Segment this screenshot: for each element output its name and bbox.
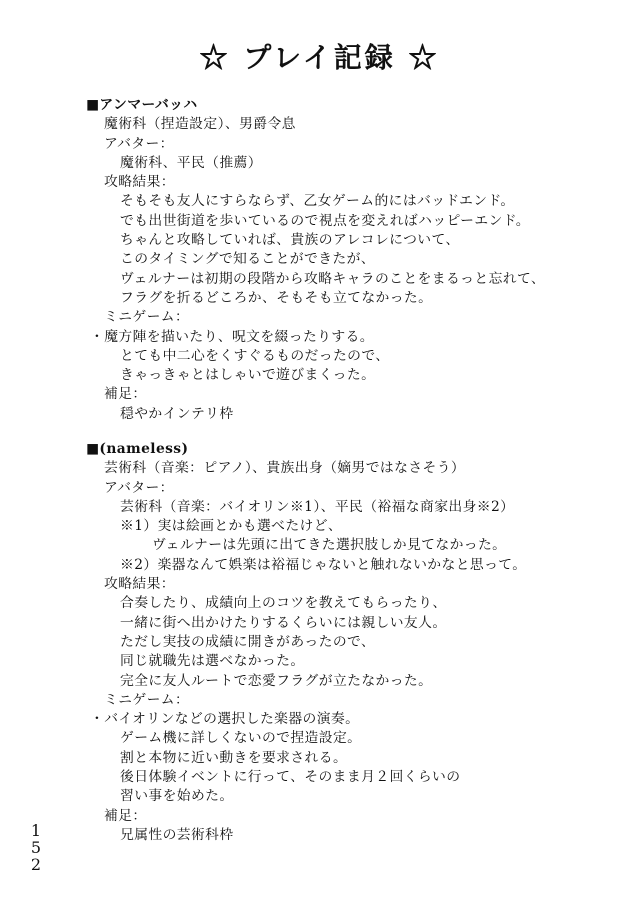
text-line: ただし実技の成績に開きがあったので、 <box>120 633 376 650</box>
text-line: でも出世街道を歩いているので視点を変えればハッピーエンド。 <box>120 212 530 229</box>
text-line: ゲーム機に詳しくないので捏造設定。 <box>120 730 362 747</box>
bullet-line: ・魔方陣を描いたり、呪文を綴ったりする。 <box>90 328 374 345</box>
text-line: ヴェルナーは初期の段階から攻略キャラのことをまるっと忘れて、 <box>120 270 546 287</box>
text-line: とても中二心をくすぐるものだったので、 <box>120 347 390 364</box>
section-anmerbach <box>86 96 616 424</box>
text-line: ちゃんと攻略していれば、貴族のアレコレについて、 <box>120 232 460 249</box>
text-line: 一緒に街へ出かけたりするくらいには親しい友人。 <box>120 614 447 631</box>
text-line: 兄属性の芸術科枠 <box>120 826 234 843</box>
section-nameless <box>86 440 616 845</box>
text-line: そもそも友人にすらならず、乙女ゲーム的にはバッドエンド。 <box>120 193 515 210</box>
text-line: 芸術科（音楽：バイオリン※1）、平民（裕福な商家出身※2） <box>120 498 515 515</box>
label-note: 補足： <box>104 386 147 403</box>
text-line: フラグを折るどころか、そもそも立てなかった。 <box>120 289 433 306</box>
text-line: 習い事を始めた。 <box>120 788 234 805</box>
text-line: きゃっきゃとはしゃいで遊びまくった。 <box>120 367 376 384</box>
section-heading: ■アンマーバッハ <box>86 97 198 113</box>
page-number <box>28 822 44 873</box>
text-line: 合奏したり、成績向上のコツを教えてもらったり、 <box>120 595 447 612</box>
page-number-digit: 5 <box>30 838 42 857</box>
page-number-digit: 1 <box>30 821 42 840</box>
text-line: 割と本物に近い動きを要求される。 <box>120 749 348 766</box>
bullet-line: ・バイオリンなどの選択した楽器の演奏。 <box>90 711 360 728</box>
text-line: 魔術科（捏造設定）、男爵令息 <box>104 116 296 133</box>
label-avatar: アバター： <box>104 135 174 152</box>
label-avatar: アバター： <box>104 479 174 496</box>
section-heading: ■(nameless) <box>86 441 189 457</box>
text-line: 後日体験イベントに行って、そのまま月２回くらいの <box>120 769 461 786</box>
text-line: 同じ就職先は選べなかった。 <box>120 653 305 670</box>
footnote-line: ※2）楽器なんて娯楽は裕福じゃないと触れないかなと思って。 <box>120 556 527 573</box>
text-line: 魔術科、平民（推薦） <box>120 154 262 171</box>
label-minigame: ミニゲーム： <box>104 691 190 708</box>
label-note: 補足： <box>104 807 147 824</box>
page-number-digit: 2 <box>30 855 42 874</box>
text-line: このタイミングで知ることができたが、 <box>120 251 375 268</box>
text-line: 穏やかインテリ枠 <box>120 405 234 422</box>
footnote-line: ※1）実は絵画とかも選べたけど、 <box>120 518 343 535</box>
text-line: 芸術科（音楽：ピアノ）、貴族出身（嫡男ではなさそう） <box>104 460 466 477</box>
footnote-line: ヴェルナーは先頭に出てきた選択肢しか見てなかった。 <box>152 537 507 554</box>
page-title: ☆ プレイ記録 ☆ <box>199 41 440 74</box>
label-result: 攻略結果： <box>104 576 175 593</box>
label-minigame: ミニゲーム： <box>104 309 190 326</box>
label-result: 攻略結果： <box>104 174 175 191</box>
text-line: 完全に友人ルートで恋愛フラグが立たなかった。 <box>120 672 433 689</box>
